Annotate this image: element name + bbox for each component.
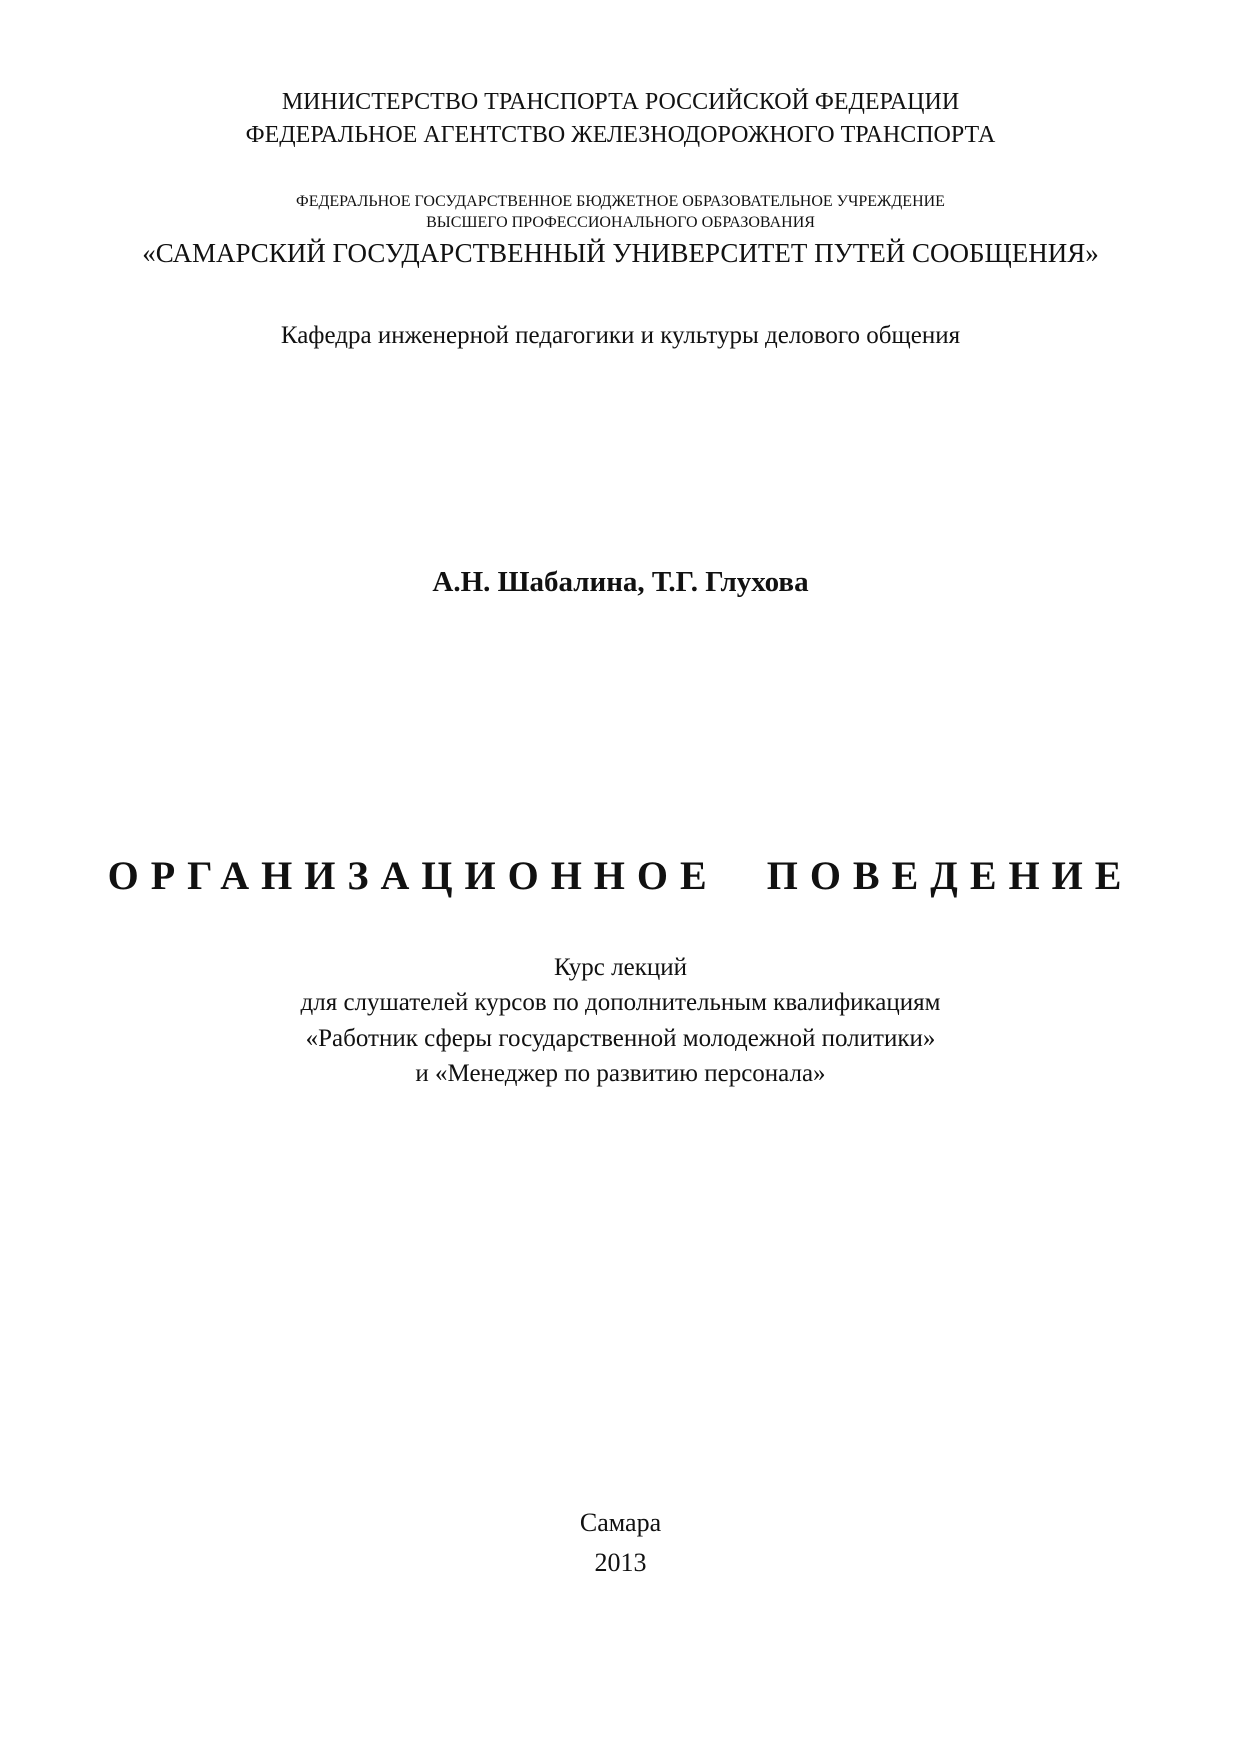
publication-year: 2013 (594, 1548, 647, 1577)
ministry-name: МИНИСТЕРСТВО ТРАНСПОРТА РОССИЙСКОЙ ФЕДЕРАЦИИ (281, 89, 960, 115)
document-title: ОРГАНИЗАЦИОННОЕ ПОВЕДЕНИЕ (107, 853, 1134, 898)
description-line2: для слушателей курсов по дополнительным квалификациям (300, 989, 941, 1016)
department-name: Кафедра инженерной педагогики и культуры делового общения (280, 322, 961, 349)
institution-type-line1: ФЕДЕРАЛЬНОЕ ГОСУДАРСТВЕННОЕ БЮДЖЕТНОЕ ОБРАЗОВАТЕЛЬНОЕ УЧРЕЖДЕНИЕ (296, 193, 945, 210)
university-name: «САМАРСКИЙ ГОСУДАРСТВЕННЫЙ УНИВЕРСИТЕТ ПУТЕЙ СООБЩЕНИЯ» (142, 238, 1099, 268)
institution-type-line2: ВЫСШЕГО ПРОФЕССИОНАЛЬНОГО ОБРАЗОВАНИЯ (426, 214, 815, 231)
description-line1: Курс лекций (554, 954, 687, 981)
description-line4: и «Менеджер по развитию персонала» (415, 1060, 826, 1087)
description-line3: «Работник сферы государственной молодежной политики» (305, 1025, 936, 1052)
agency-name: ФЕДЕРАЛЬНОЕ АГЕНТСТВО ЖЕЛЕЗНОДОРОЖНОГО ТРАНСПОРТА (245, 122, 996, 148)
publication-city: Самара (579, 1508, 662, 1537)
authors: А.Н. Шабалина, Т.Г. Глухова (432, 566, 809, 598)
